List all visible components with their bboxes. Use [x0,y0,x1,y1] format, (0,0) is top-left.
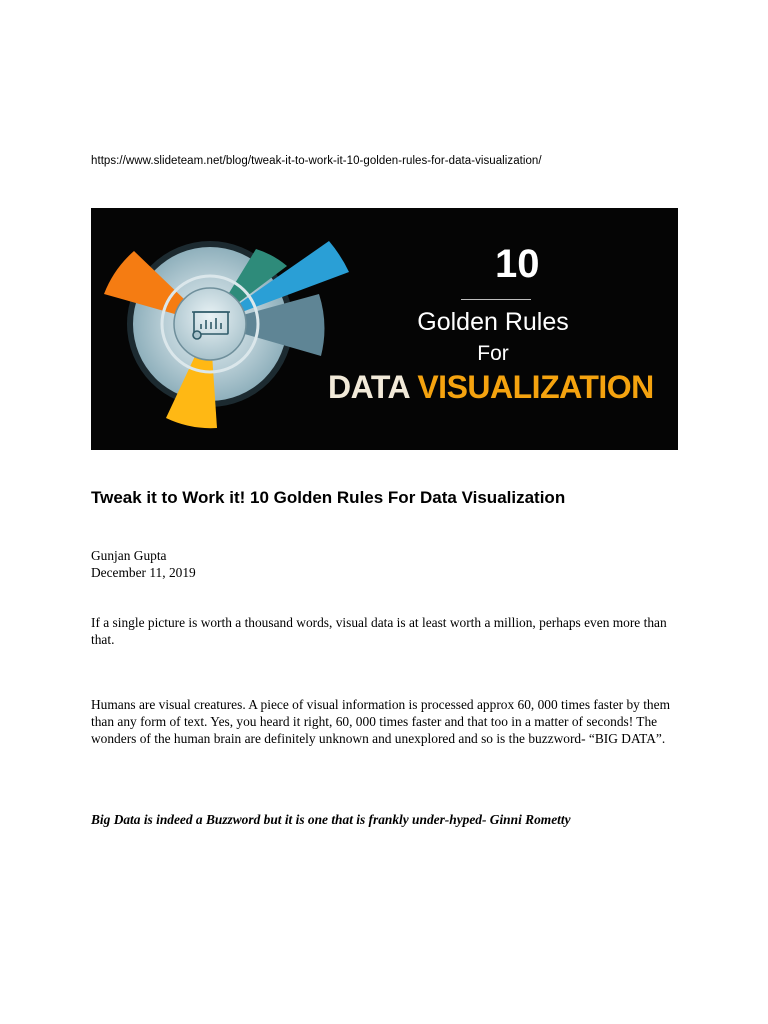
banner-divider [461,299,531,300]
data-visualization-graphic [91,208,678,450]
article-title: Tweak it to Work it! 10 Golden Rules For Data Visualization [91,488,566,507]
source-url: https://www.slideteam.net/blog/tweak-it-to-work-it-10-golden-rules-for-data-visualization/ [91,155,542,167]
banner-for: For [477,342,509,365]
banner-word-data: DATA [328,369,409,405]
article-date: December 11, 2019 [91,565,196,580]
banner-golden-rules: Golden Rules [417,308,569,336]
banner-data-visualization [328,371,654,403]
paragraph-visual-creatures: Humans are visual creatures. A piece of visual information is processed approx 60, 000 times faster by them than any form of text. Yes, you heard it right, 60, 000 times faster and that too in a matter of seconds! The wonders of the human brain are definitely unknown and unexplored and so is the buzzword- “BIG DATA”. [91,697,670,746]
banner-word-visualization: VISUALIZATION [417,369,654,405]
pull-quote: Big Data is indeed a Buzzword but it is one that is frankly under-hyped- Ginni Rometty [91,812,571,827]
article-author: Gunjan Gupta [91,548,167,563]
hero-banner-image: 10 Golden Rules For DATA VISUALIZATION [91,208,678,450]
paragraph-intro: If a single picture is worth a thousand words, visual data is at least worth a million, perhaps even more than that. [91,615,667,647]
